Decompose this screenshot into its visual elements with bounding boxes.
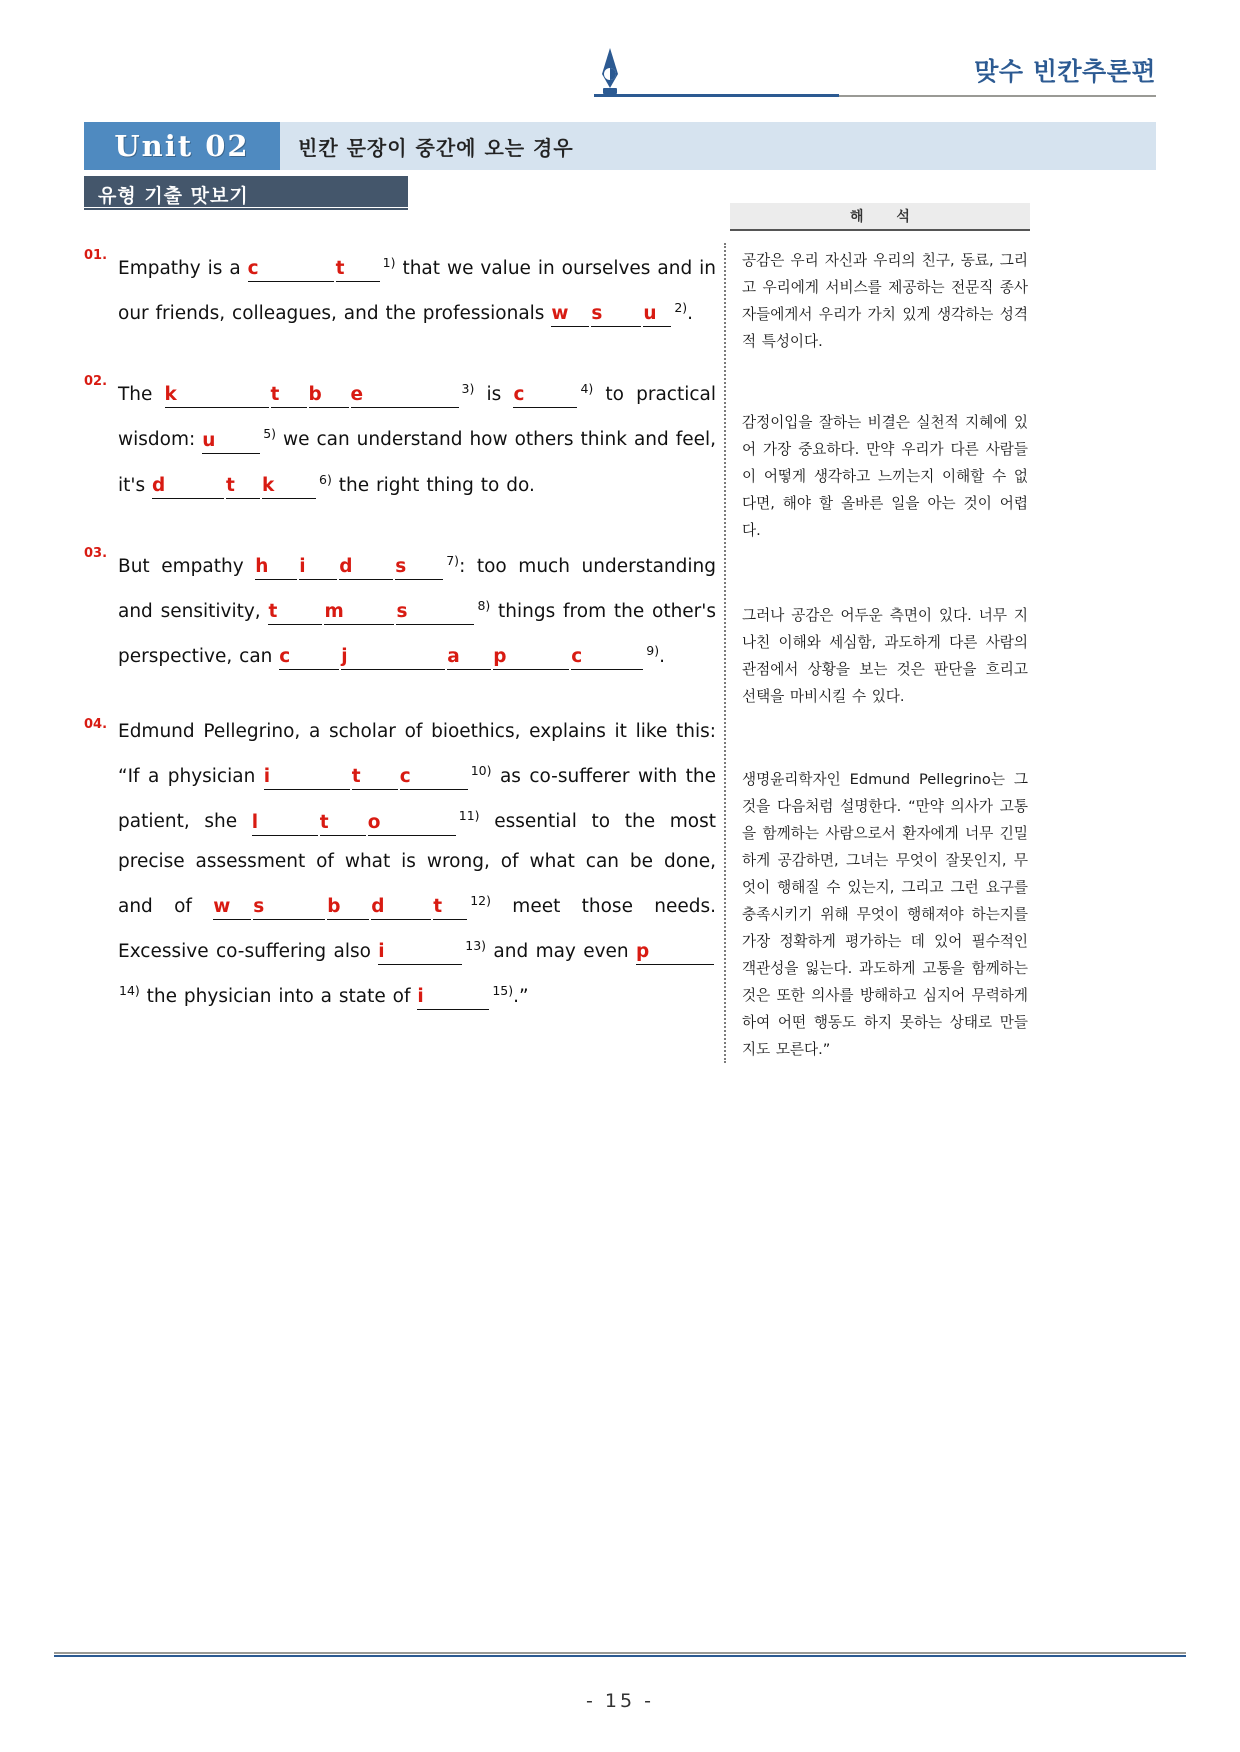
footer-rule-blue-segment (54, 1655, 1186, 1657)
footnote-marker: 12) (470, 892, 492, 908)
sentence-text: the physician into a state of (139, 986, 418, 1008)
question-number: 04. (84, 717, 108, 733)
footnote-marker: 5) (263, 426, 277, 442)
footnote-marker: 9) (646, 643, 660, 659)
sentence-text: as co-sufferer with the patient, she (118, 766, 716, 833)
translation-column-header-rule (730, 229, 1030, 231)
sentence-text: The (118, 384, 165, 406)
footnote-marker: 10) (470, 763, 492, 779)
header-rule-grey-segment (839, 95, 1156, 97)
answer-blank[interactable]: p (636, 940, 714, 965)
answer-blank[interactable]: t (352, 765, 398, 790)
sentence-text: meet those needs. Excessive co-suffering also (118, 895, 716, 962)
translations-column (726, 243, 1028, 1063)
answer-blank[interactable]: w (551, 302, 589, 327)
answer-blank[interactable]: d (371, 895, 431, 920)
footer-rule (54, 1652, 1186, 1656)
question-number: 01. (84, 248, 108, 263)
sentence-text: . (659, 646, 665, 668)
answer-blank[interactable]: t (320, 811, 366, 836)
answer-blank[interactable]: p (493, 645, 569, 670)
header-title: 맞수 빈칸추론편 (974, 57, 1156, 86)
question-text (118, 243, 716, 333)
footnote-marker: 2) (674, 300, 688, 316)
sentence-text: things from the other's perspective, can (118, 601, 717, 668)
sentence-text: But empathy (118, 555, 256, 577)
translation-item: 생명윤리학자인 Edmund Pellegrino는 그것을 다음처럼 설명한다. “만약 의사가 고통을 함께하는 사람으로서 환자에게 너무 긴밀하게 공감하면, 그녀는 무엇이 잘못인지, 무엇이 행해질 수 있는지, 그리고 그런 요구를 충족시키기 위해 무엇이 행해져야 하는지를 가장 정확하게 평가하는 데 있어 필수적인 객관성을 잃는다. 과도하게 고통을 함께하는 것은 또한 의사를 방해하고 심지어 무력하게 하여 어떤 행동도 하지 못하는 상태로 만들지도 모른다.” (742, 771, 1028, 1058)
answer-blank[interactable]: b (327, 895, 369, 920)
question-text (118, 369, 716, 504)
sentence-text: the right thing to do. (331, 474, 535, 496)
unit-title-bar (84, 122, 1156, 170)
answer-blank[interactable]: k (262, 474, 316, 499)
sentence-text: essential to the most precise assessment of what is wrong, of what can be done, and of (118, 811, 716, 917)
section-heading (84, 176, 408, 210)
sentence-text: is (474, 384, 514, 406)
answer-blank[interactable]: s (591, 302, 641, 327)
translation-item: 그러나 공감은 어두운 측면이 있다. 너무 지나친 이해와 세심함, 과도하게 다른 사람의 관점에서 상황을 보는 것은 판단을 흐리고 선택을 마비시킬 수 있다. (742, 607, 1028, 705)
answer-blank[interactable]: d (339, 555, 393, 580)
answer-blank[interactable]: u (643, 302, 671, 327)
translation-column-header-label: 해 석 (730, 203, 1030, 229)
footnote-marker: 13) (465, 937, 487, 953)
header-rule (594, 94, 1156, 98)
answer-blank[interactable]: t (433, 895, 467, 920)
section-underline (84, 208, 408, 210)
page-number: - 15 - (586, 1690, 654, 1712)
footnote-marker: 4) (580, 381, 594, 397)
sentence-text: . (687, 303, 694, 325)
footnote-marker: 1) (382, 255, 396, 270)
unit-badge: Unit 02 (84, 122, 280, 170)
translation-item: 공감은 우리 자신과 우리의 친구, 동료, 그리고 우리에게 서비스를 제공하는 전문직 종사자들에게서 우리가 가치 있게 생각하는 성격적 특성이다. (742, 252, 1028, 350)
sentence-text: .” (513, 986, 529, 1008)
question-item (84, 541, 716, 676)
answer-blank[interactable]: u (202, 429, 260, 454)
question-number: 03. (84, 545, 108, 561)
footnote-marker: 3) (461, 381, 475, 397)
answer-blank[interactable]: c (248, 257, 334, 282)
question-text (118, 541, 716, 676)
answer-blank[interactable]: i (417, 985, 489, 1010)
answer-blank[interactable]: c (400, 765, 468, 790)
questions-column (84, 243, 724, 1063)
footnote-marker: 15) (492, 982, 514, 998)
answer-blank[interactable]: c (571, 645, 643, 670)
question-item (84, 712, 716, 1016)
translation-item: 감정이입을 잘하는 비결은 실천적 지혜에 있어 가장 중요하다. 만약 우리가 다른 사람들이 어떻게 생각하고 느끼는지 이해할 수 없다면, 해야 할 올바른 일을 아는 것이 어렵다. (742, 414, 1028, 539)
translation-column-header (730, 203, 1030, 231)
answer-blank[interactable]: l (252, 811, 318, 836)
footnote-marker: 11) (458, 808, 480, 824)
section-label: 유형 기출 맛보기 (84, 176, 408, 207)
answer-blank[interactable]: t (268, 600, 322, 625)
answer-blank[interactable]: c (279, 645, 339, 670)
answer-blank[interactable]: d (152, 474, 224, 499)
answer-blank[interactable]: j (341, 645, 445, 670)
question-text (118, 712, 716, 1016)
answer-blank[interactable]: i (264, 765, 350, 790)
sentence-text: : too much understanding and sensitivity, (118, 555, 717, 623)
footnote-marker: 8) (477, 597, 491, 613)
fountain-pen-nib-icon (595, 48, 625, 100)
answer-blank[interactable]: t (226, 474, 260, 499)
question-item (84, 369, 716, 504)
answer-blank[interactable]: a (447, 645, 491, 670)
answer-blank[interactable]: h (255, 555, 297, 580)
sentence-text: that we value in ourselves and in our friends, colleagues, and the professionals (118, 258, 716, 325)
unit-subtitle: 빈칸 문장이 중간에 오는 경우 (298, 135, 574, 160)
footnote-marker: 14) (119, 982, 140, 998)
answer-blank[interactable]: k (165, 383, 269, 408)
content-area (84, 243, 1156, 1063)
answer-blank[interactable]: o (368, 811, 456, 836)
answer-blank[interactable]: s (396, 600, 474, 625)
question-number: 02. (84, 374, 108, 390)
answer-blank[interactable]: m (324, 600, 394, 625)
answer-blank[interactable]: w (213, 895, 251, 920)
footer-rule-grey-segment (54, 1652, 1186, 1654)
answer-blank[interactable]: s (253, 895, 325, 920)
sentence-text: and may even (486, 940, 636, 962)
question-item (84, 243, 716, 333)
sentence-text: we can understand how others think and feel, it's (118, 429, 716, 496)
footnote-marker: 7) (446, 552, 460, 568)
page-header (84, 46, 1156, 112)
answer-blank[interactable]: i (299, 555, 337, 580)
sentence-text: Edmund Pellegrino, a scholar of bioethics, explains it like this: “If a physician (118, 721, 716, 788)
answer-blank[interactable]: s (395, 555, 443, 580)
answer-blank[interactable]: i (378, 940, 462, 965)
header-rule-blue-segment (594, 94, 839, 97)
sentence-text: Empathy is a (118, 258, 248, 280)
sentence-text: to practical wisdom: (118, 384, 717, 451)
answer-blank[interactable]: e (351, 383, 459, 408)
answer-blank[interactable]: t (271, 383, 307, 408)
answer-blank[interactable]: c (513, 383, 577, 408)
footnote-marker: 6) (319, 471, 332, 487)
answer-blank[interactable]: b (309, 383, 349, 408)
answer-blank[interactable]: t (336, 257, 380, 282)
